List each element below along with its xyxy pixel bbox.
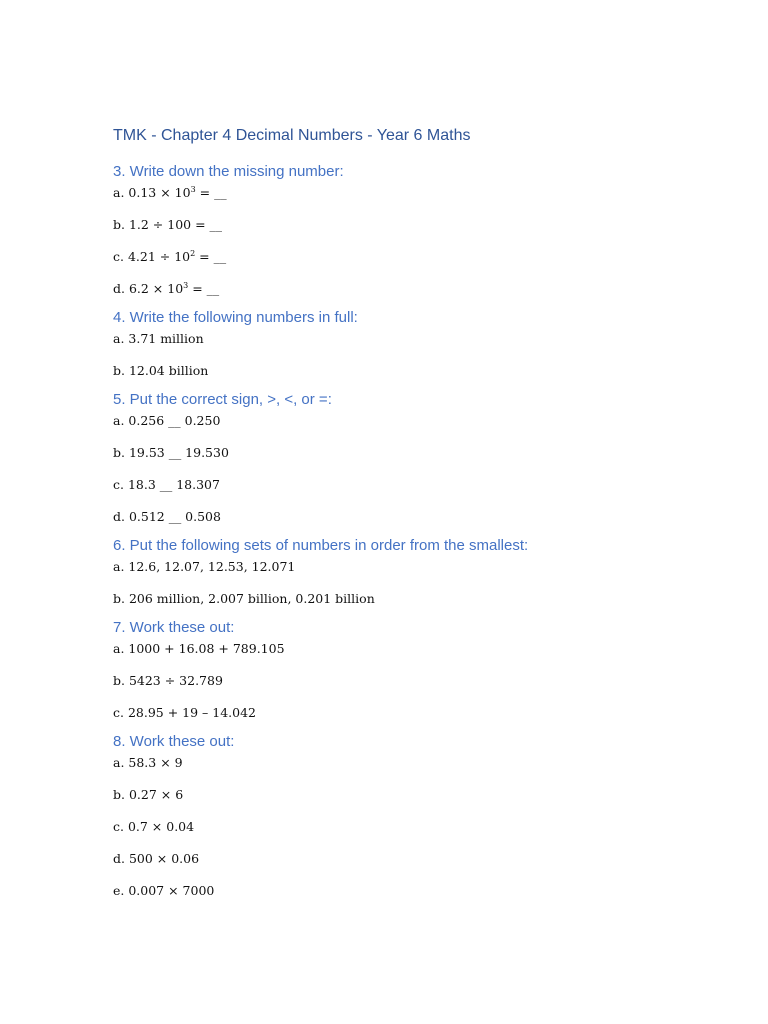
item-text: a. 12.6, 12.07, 12.53, 12.071	[113, 559, 296, 574]
item-text: d. 6.2 × 10	[113, 281, 184, 296]
item-text: b. 5423 ÷ 32.789	[113, 673, 223, 688]
question-item	[113, 850, 733, 868]
item-text: e. 0.007 × 7000	[113, 883, 215, 898]
question-item	[113, 786, 733, 804]
item-text: d. 500 × 0.06	[113, 851, 200, 866]
question-section	[113, 618, 733, 722]
item-text-suffix: = __	[188, 281, 220, 296]
question-item	[113, 558, 733, 576]
question-heading: 8. Work these out:	[113, 733, 235, 750]
question-item	[113, 818, 733, 836]
item-text: a. 0.13 × 10	[113, 185, 191, 200]
question-item	[113, 362, 733, 380]
question-heading: 6. Put the following sets of numbers in order from the smallest:	[113, 537, 529, 554]
question-heading: 4. Write the following numbers in full:	[113, 309, 358, 326]
question-section	[113, 162, 733, 298]
question-item	[113, 754, 733, 772]
question-heading: 7. Work these out:	[113, 619, 235, 636]
exponent: 3	[183, 281, 189, 290]
question-item	[113, 882, 733, 900]
item-text: c. 0.7 × 0.04	[113, 819, 195, 834]
question-item	[113, 704, 733, 722]
question-item	[113, 444, 733, 462]
question-section	[113, 732, 733, 900]
item-text: b. 206 million, 2.007 billion, 0.201 billion	[113, 591, 375, 606]
question-item	[113, 640, 733, 658]
item-text: b. 0.27 × 6	[113, 787, 184, 802]
item-text: c. 4.21 ÷ 10	[113, 249, 191, 264]
item-text: c. 18.3 __ 18.307	[113, 477, 220, 492]
item-text-suffix: = __	[195, 249, 227, 264]
item-text: a. 1000 + 16.08 + 789.105	[113, 641, 285, 656]
question-item	[113, 508, 733, 526]
exponent: 2	[190, 249, 196, 258]
worksheet-page	[113, 124, 733, 910]
question-item	[113, 590, 733, 608]
page-title: TMK - Chapter 4 Decimal Numbers - Year 6 Maths	[113, 127, 471, 144]
item-text-suffix: = __	[195, 185, 227, 200]
item-text: d. 0.512 __ 0.508	[113, 509, 221, 524]
question-item	[113, 330, 733, 348]
question-item	[113, 184, 733, 202]
question-heading: 5. Put the correct sign, >, <, or =:	[113, 391, 332, 408]
item-text: a. 0.256 __ 0.250	[113, 413, 221, 428]
question-section	[113, 390, 733, 526]
question-section	[113, 536, 733, 608]
item-text: b. 1.2 ÷ 100 = __	[113, 217, 223, 232]
question-item	[113, 476, 733, 494]
item-text: b. 12.04 billion	[113, 363, 209, 378]
question-section	[113, 308, 733, 380]
item-text: b. 19.53 __ 19.530	[113, 445, 229, 460]
question-item	[113, 280, 733, 298]
exponent: 3	[190, 185, 196, 194]
item-text: a. 3.71 million	[113, 331, 204, 346]
questions-container	[113, 162, 733, 900]
question-item	[113, 248, 733, 266]
question-item	[113, 412, 733, 430]
item-text: c. 28.95 + 19 – 14.042	[113, 705, 256, 720]
item-text: a. 58.3 × 9	[113, 755, 183, 770]
question-item	[113, 216, 733, 234]
question-heading: 3. Write down the missing number:	[113, 163, 344, 180]
question-item	[113, 672, 733, 690]
